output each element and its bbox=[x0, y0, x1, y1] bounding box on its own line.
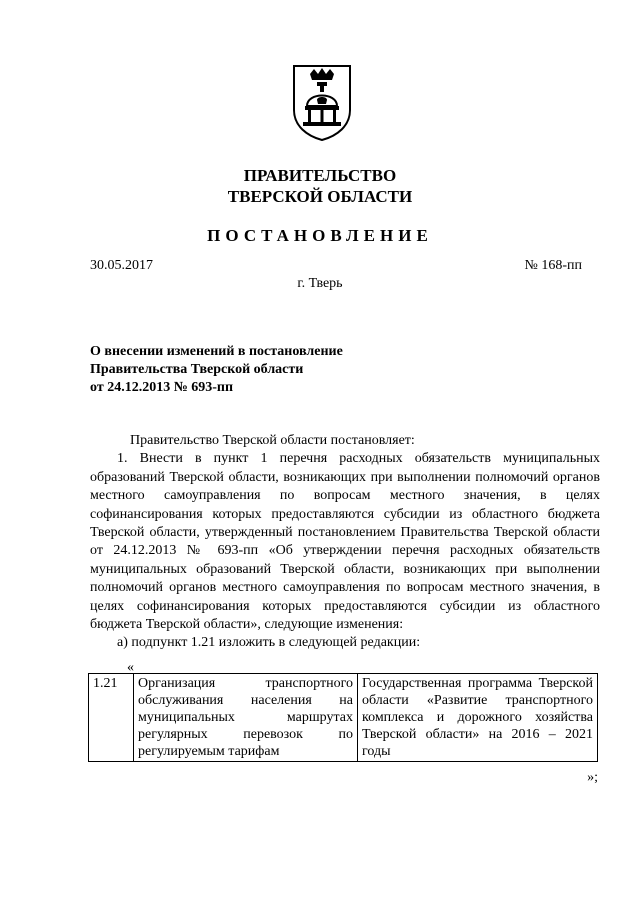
body-lead-paragraph: Правительство Тверской области постановляет: bbox=[130, 433, 415, 448]
document-date: 30.05.2017 bbox=[90, 258, 153, 273]
document-title bbox=[90, 343, 490, 397]
document-number: № 168-пп bbox=[524, 258, 582, 273]
table-cell-obligation: Организация транспортного обслуживания населения на муниципальных маршрутах регулярных перевозок по регулируемым тарифам bbox=[134, 674, 358, 762]
body-subitem-a: а) подпункт 1.21 изложить в следующей редакции: bbox=[117, 635, 421, 651]
title-line2: Правительства Тверской области bbox=[90, 362, 304, 377]
quote-open-mark: « bbox=[127, 660, 134, 675]
quote-close-mark: »; bbox=[587, 770, 598, 785]
title-line3: от 24.12.2013 № 693-пп bbox=[90, 380, 234, 395]
document-body bbox=[90, 432, 600, 653]
government-name-line2: ТВЕРСКОЙ ОБЛАСТИ bbox=[227, 187, 413, 206]
document-city: г. Тверь bbox=[297, 276, 343, 291]
body-paragraph-1: 1. Внести в пункт 1 перечня расходных обязательств муниципальных образований Тверской области, возникающих при выполнении полномочий органов местного самоуправления по вопросам местного значения, в целях софинансирования которых предоставляются субсидии из областного бюджета Тверской области, утвержденный постановлением Правительства Тверской области от 24.12.2013 № 693-пп «Об утверждении перечня расходных обязательств муниципальных образований Тверской области, возникающих при выполнении полномочий органов местного самоуправления по вопросам местного значения, в целях софинансирования которых предоставляются субсидии из областного бюджета Тверской области», следующие изменения: bbox=[90, 451, 600, 633]
table-cell-program: Государственная программа Тверской области «Развитие транспортного комплекса и дорожного хозяйства Тверской области» на 2016 – 2021 годы bbox=[358, 674, 598, 762]
table-cell-number: 1.21 bbox=[89, 674, 134, 762]
title-line1: О внесении изменений в постановление bbox=[90, 344, 343, 359]
tver-coat-of-arms-emblem bbox=[291, 64, 353, 142]
amendment-table bbox=[88, 673, 598, 762]
government-name-line1: ПРАВИТЕЛЬСТВО bbox=[243, 166, 397, 185]
document-type: ПОСТАНОВЛЕНИЕ bbox=[207, 226, 433, 245]
table-row bbox=[89, 674, 598, 762]
